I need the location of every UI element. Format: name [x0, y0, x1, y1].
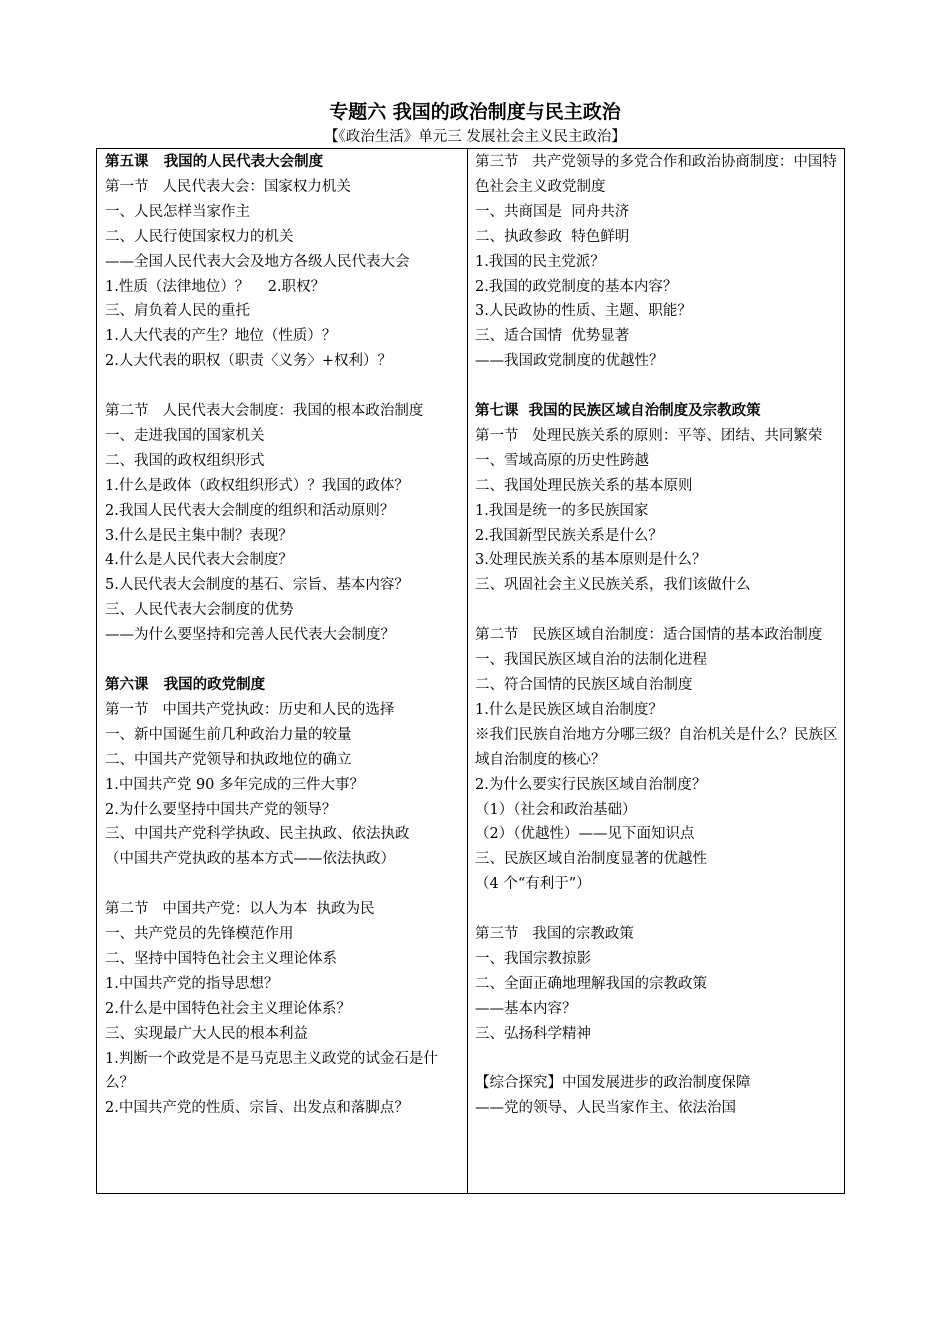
outline-line: 第一节 中国共产党执政：历史和人民的选择: [105, 701, 395, 718]
outline-line: 一、走进我国的国家机关: [105, 427, 265, 444]
outline-line: 一、雪域高原的历史性跨越: [475, 452, 649, 469]
outline-line: 第二节 中国共产党：以人为本 执政为民: [105, 901, 375, 918]
blank-line: [475, 897, 839, 922]
outline-line: （1）（社会和政治基础）: [475, 801, 637, 818]
outline-line: 二、符合国情的民族区域自治制度: [475, 677, 693, 693]
outline-line: 1.什么是政体（政权组织形式）？我国的政体？: [105, 477, 409, 494]
outline-line: 三、人民代表大会制度的优势: [105, 602, 294, 619]
outline-line: 2.为什么要实行民族区域自治制度？: [475, 776, 707, 793]
section-heading: 第六课 我国的政党制度: [105, 677, 266, 693]
outline-line: 一、共商国是 同舟共济: [475, 203, 630, 220]
outline-line: 1.中国共产党的指导思想？: [105, 975, 279, 992]
section-heading: 第七课 我国的民族区域自治制度及宗教政策: [475, 403, 761, 420]
outline-line: 4.什么是人民代表大会制度？: [105, 552, 293, 569]
left-column: [105, 150, 461, 1121]
outline-line: （中国共产党执政的基本方式——依法执政）: [105, 851, 395, 868]
outline-line: 1.判断一个政党是不是马克思主义政党的试金石是什么？: [105, 1050, 438, 1092]
outline-line: 一、新中国诞生前几种政治力量的较量: [105, 726, 352, 743]
outline-line: 3.人民政协的性质、主题、职能？: [475, 303, 692, 320]
outline-line: 2.我国人民代表大会制度的组织和活动原则？: [105, 502, 395, 519]
outline-line: 三、弘扬科学精神: [475, 1025, 591, 1042]
outline-line: 三、肩负着人民的重托: [105, 303, 250, 320]
outline-line: 第三节 共产党领导的多党合作和政治协商制度：中国特色社会主义政党制度: [475, 154, 837, 195]
blank-line: [105, 648, 461, 673]
outline-line: 一、我国民族区域自治的法制化进程: [475, 652, 707, 669]
outline-line: 2.我国新型民族关系是什么？: [475, 527, 663, 544]
outline-line: ※我们民族自治地方分哪三级？自治机关是什么？民族区域自治制度的核心？: [475, 726, 838, 768]
outline-line: 二、中国共产党领导和执政地位的确立: [105, 751, 352, 768]
blank-line: [105, 872, 461, 897]
outline-line: ——党的领导、人民当家作主、依法治国: [475, 1100, 736, 1117]
outline-line: 二、人民行使国家权力的机关: [105, 228, 294, 245]
outline-line: 2.人大代表的职权（职责〈义务〉+权利）？: [105, 353, 392, 370]
outline-line: 3.处理民族关系的基本原则是什么？: [475, 552, 707, 569]
outline-line: 2.什么是中国特色社会主义理论体系？: [105, 1000, 351, 1017]
page-subtitle: 【《政治生活》单元三 发展社会主义民主政治】: [324, 129, 626, 145]
outline-line: 1.我国的民主党派？: [475, 253, 605, 270]
outline-line: 二、执政参政 特色鲜明: [475, 228, 630, 245]
outline-line: 第二节 人民代表大会制度：我国的根本政治制度: [105, 403, 424, 420]
right-column: [475, 150, 839, 1121]
outline-line: ——我国政党制度的优越性？: [475, 353, 664, 370]
outline-line: （2）（优越性）——见下面知识点: [475, 826, 695, 843]
outline-line: 第三节 我国的宗教政策: [475, 926, 634, 943]
outline-line: 3.什么是民主集中制？表现？: [105, 527, 293, 544]
outline-line: （4 个“有利于”）: [475, 876, 591, 893]
page-title: 专题六 我国的政治制度与民主政治: [329, 101, 621, 123]
outline-line: 1.我国是统一的多民族国家: [475, 502, 649, 519]
outline-line: 1.人大代表的产生？地位（性质）？: [105, 328, 337, 345]
outline-line: 5.人民代表大会制度的基石、宗旨、基本内容？: [105, 577, 409, 594]
outline-line: 一、人民怎样当家作主: [105, 203, 250, 220]
outline-line: 【综合探究】中国发展进步的政治制度保障: [475, 1075, 751, 1092]
outline-line: 2.为什么要坚持中国共产党的领导？: [105, 801, 337, 818]
outline-line: 1.什么是民族区域自治制度？: [475, 701, 663, 718]
outline-line: 二、我国的政权组织形式: [105, 452, 265, 469]
outline-line: 1.中国共产党 90 多年完成的三件大事？: [105, 776, 365, 793]
outline-line: 二、全面正确地理解我国的宗教政策: [475, 975, 707, 992]
outline-line: 三、实现最广大人民的根本利益: [105, 1025, 308, 1042]
outline-line: 三、巩固社会主义民族关系，我们该做什么: [475, 577, 751, 594]
blank-line: [475, 598, 839, 623]
outline-line: ——全国人民代表大会及地方各级人民代表大会: [105, 253, 410, 270]
outline-line: 三、民族区域自治制度显著的优越性: [475, 851, 707, 868]
outline-line: 一、共产党员的先锋模范作用: [105, 926, 294, 943]
outline-line: 二、我国处理民族关系的基本原则: [475, 477, 693, 494]
outline-line: 第一节 人民代表大会：国家权力机关: [105, 178, 351, 195]
outline-line: ——为什么要坚持和完善人民代表大会制度？: [105, 627, 395, 644]
outline-line: ——基本内容？: [475, 1000, 577, 1017]
outline-table: [96, 148, 845, 1194]
blank-line: [105, 374, 461, 399]
outline-line: 二、坚持中国特色社会主义理论体系: [105, 950, 337, 967]
outline-line: 第二节 民族区域自治制度：适合国情的基本政治制度: [475, 627, 823, 644]
outline-line: 1.性质（法律地位）？ 2.职权？: [105, 278, 326, 295]
outline-line: 三、中国共产党科学执政、民主执政、依法执政: [105, 826, 410, 843]
blank-line: [475, 374, 839, 399]
outline-line: 2.中国共产党的性质、宗旨、出发点和落脚点？: [105, 1100, 409, 1117]
column-divider: [467, 149, 468, 1193]
outline-line: 第一节 处理民族关系的原则：平等、团结、共同繁荣: [475, 427, 823, 444]
blank-line: [475, 1047, 839, 1072]
section-heading: 第五课 我国的人民代表大会制度: [105, 154, 324, 170]
outline-line: 一、我国宗教掠影: [475, 950, 591, 967]
outline-line: 2.我国的政党制度的基本内容？: [475, 278, 678, 295]
outline-line: 三、适合国情 优势显著: [475, 328, 630, 345]
